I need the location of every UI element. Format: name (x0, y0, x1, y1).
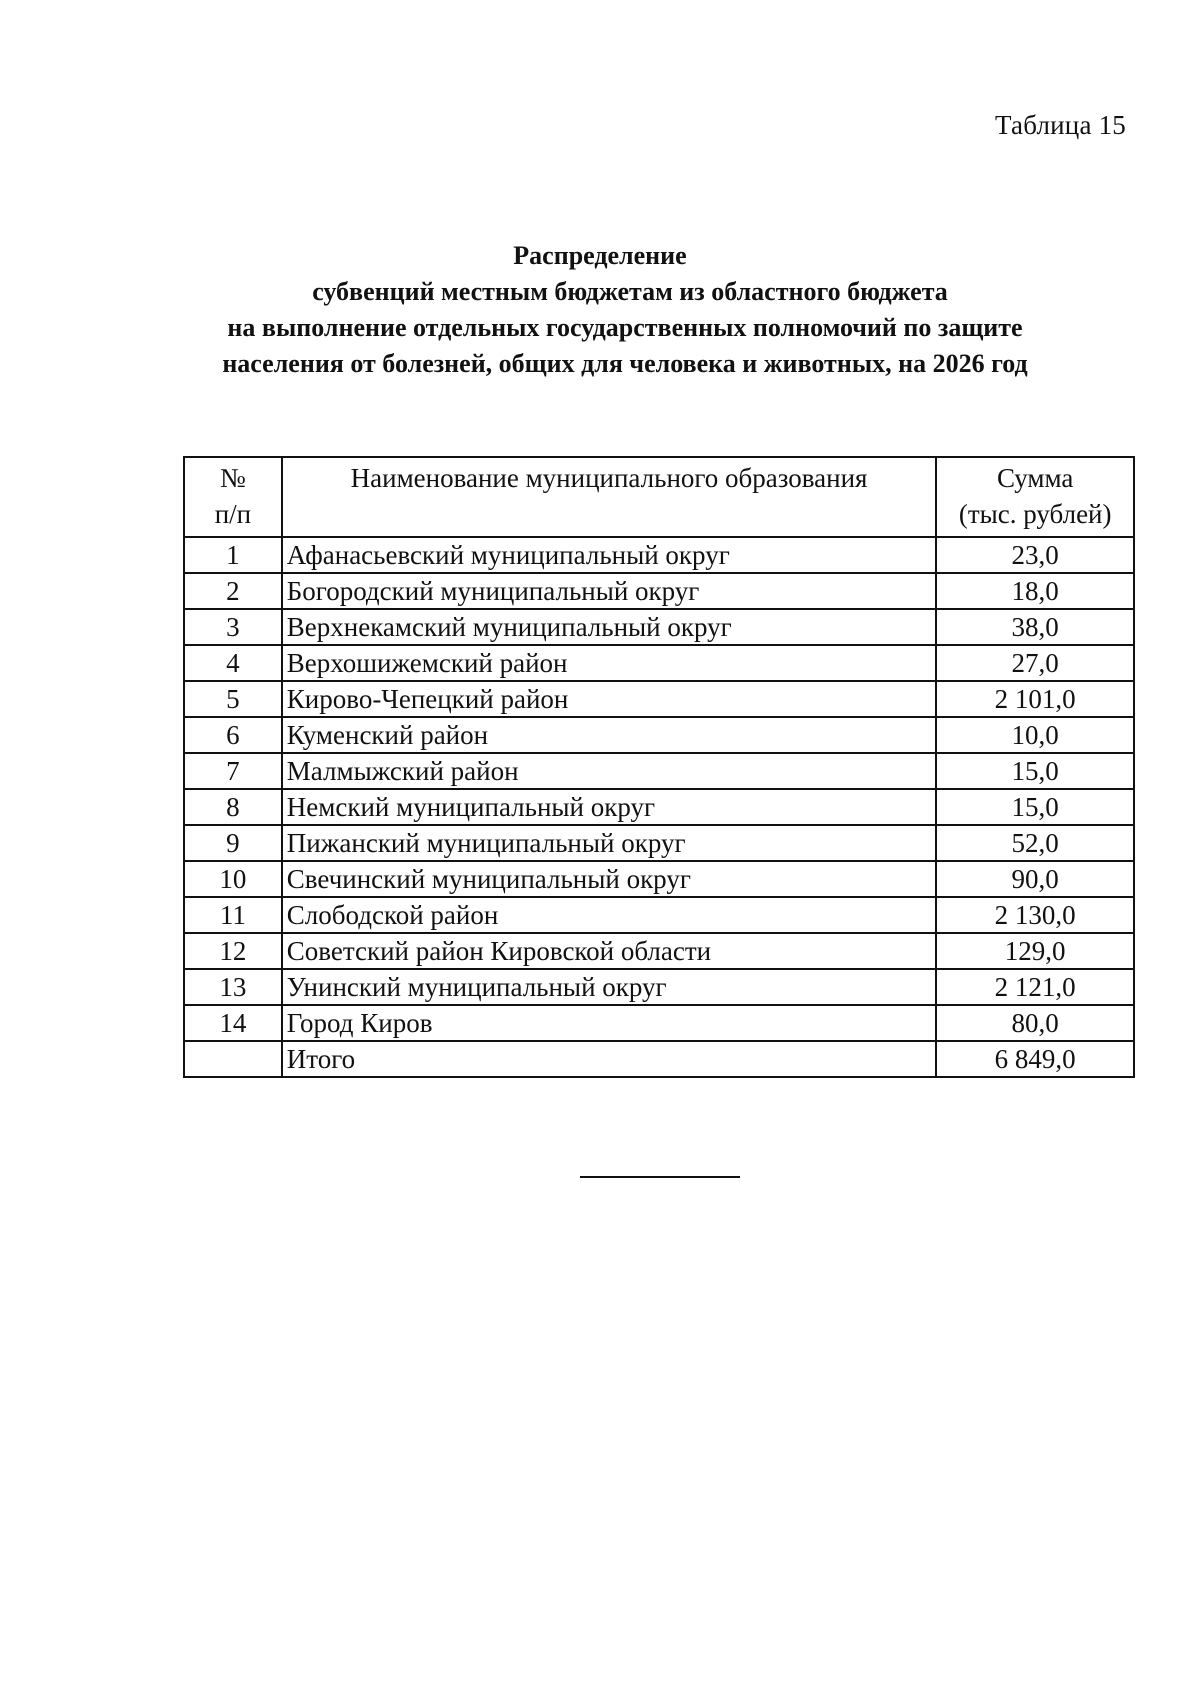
cell-number: 11 (184, 897, 282, 933)
cell-sum: 90,0 (936, 861, 1134, 897)
cell-number (184, 1041, 282, 1077)
cell-name: Слободской район (282, 897, 937, 933)
cell-sum: 129,0 (936, 933, 1134, 969)
table-row (184, 789, 1134, 825)
cell-name: Куменский район (282, 717, 937, 753)
table-row (184, 645, 1134, 681)
cell-name: Кирово-Чепецкий район (282, 681, 937, 717)
title-line: населения от болезней, общих для человека и животных, на 2026 год (222, 349, 1028, 378)
cell-name: Город Киров (282, 1005, 937, 1041)
table-row (184, 825, 1134, 861)
cell-number: 10 (184, 861, 282, 897)
cell-name: Верхнекамский муниципальный округ (282, 609, 937, 645)
title-line: Распределение (513, 241, 687, 270)
cell-sum: 2 130,0 (936, 897, 1134, 933)
table-row (184, 969, 1134, 1005)
table-row (184, 681, 1134, 717)
cell-sum: 6 849,0 (936, 1041, 1134, 1077)
header-number (184, 457, 282, 537)
cell-sum: 2 101,0 (936, 681, 1134, 717)
cell-sum: 2 121,0 (936, 969, 1134, 1005)
end-divider (580, 1176, 740, 1178)
table-row (184, 933, 1134, 969)
cell-number: 14 (184, 1005, 282, 1041)
cell-name: Немский муниципальный округ (282, 789, 937, 825)
header-number-line2: п/п (214, 499, 252, 529)
cell-number: 6 (184, 717, 282, 753)
allocation-table (183, 456, 1135, 1078)
cell-number: 9 (184, 825, 282, 861)
cell-number: 3 (184, 609, 282, 645)
cell-number: 7 (184, 753, 282, 789)
cell-sum: 38,0 (936, 609, 1134, 645)
cell-name: Богородский муниципальный округ (282, 573, 937, 609)
table-row (184, 897, 1134, 933)
cell-name: Малмыжский район (282, 753, 937, 789)
title-line: на выполнение отдельных государственных полномочий по защите (227, 313, 1023, 342)
cell-name: Советский район Кировской области (282, 933, 937, 969)
table-total-row (184, 1041, 1134, 1077)
cell-sum: 18,0 (936, 573, 1134, 609)
table-row (184, 753, 1134, 789)
cell-sum: 27,0 (936, 645, 1134, 681)
cell-name: Унинский муниципальный округ (282, 969, 937, 1005)
cell-sum: 15,0 (936, 753, 1134, 789)
table-row (184, 1005, 1134, 1041)
cell-name: Верхошижемский район (282, 645, 937, 681)
cell-number: 8 (184, 789, 282, 825)
table-label: Таблица 15 (995, 110, 1126, 140)
title-line: субвенций местным бюджетам из областного бюджета (312, 277, 948, 306)
cell-sum: 52,0 (936, 825, 1134, 861)
header-number-line1: № (220, 463, 246, 493)
table-row (184, 717, 1134, 753)
cell-number: 13 (184, 969, 282, 1005)
table-body (184, 537, 1134, 1077)
header-sum-line1: Сумма (996, 463, 1074, 493)
cell-number: 4 (184, 645, 282, 681)
cell-number: 2 (184, 573, 282, 609)
cell-name: Свечинский муниципальный округ (282, 861, 937, 897)
cell-name: Пижанский муниципальный округ (282, 825, 937, 861)
cell-sum: 23,0 (936, 537, 1134, 573)
header-sum (936, 457, 1134, 537)
cell-sum: 10,0 (936, 717, 1134, 753)
table-row (184, 861, 1134, 897)
cell-sum: 15,0 (936, 789, 1134, 825)
table-row (184, 609, 1134, 645)
header-name: Наименование муниципального образования (282, 457, 937, 537)
table-row (184, 537, 1134, 573)
cell-number: 12 (184, 933, 282, 969)
cell-sum: 80,0 (936, 1005, 1134, 1041)
cell-name: Афанасьевский муниципальный округ (282, 537, 937, 573)
cell-name: Итого (282, 1041, 937, 1077)
document-title (0, 238, 1200, 382)
cell-number: 1 (184, 537, 282, 573)
table-row (184, 573, 1134, 609)
header-sum-line2: (тыс. рублей) (958, 499, 1112, 529)
cell-number: 5 (184, 681, 282, 717)
table-header-row (184, 457, 1134, 537)
